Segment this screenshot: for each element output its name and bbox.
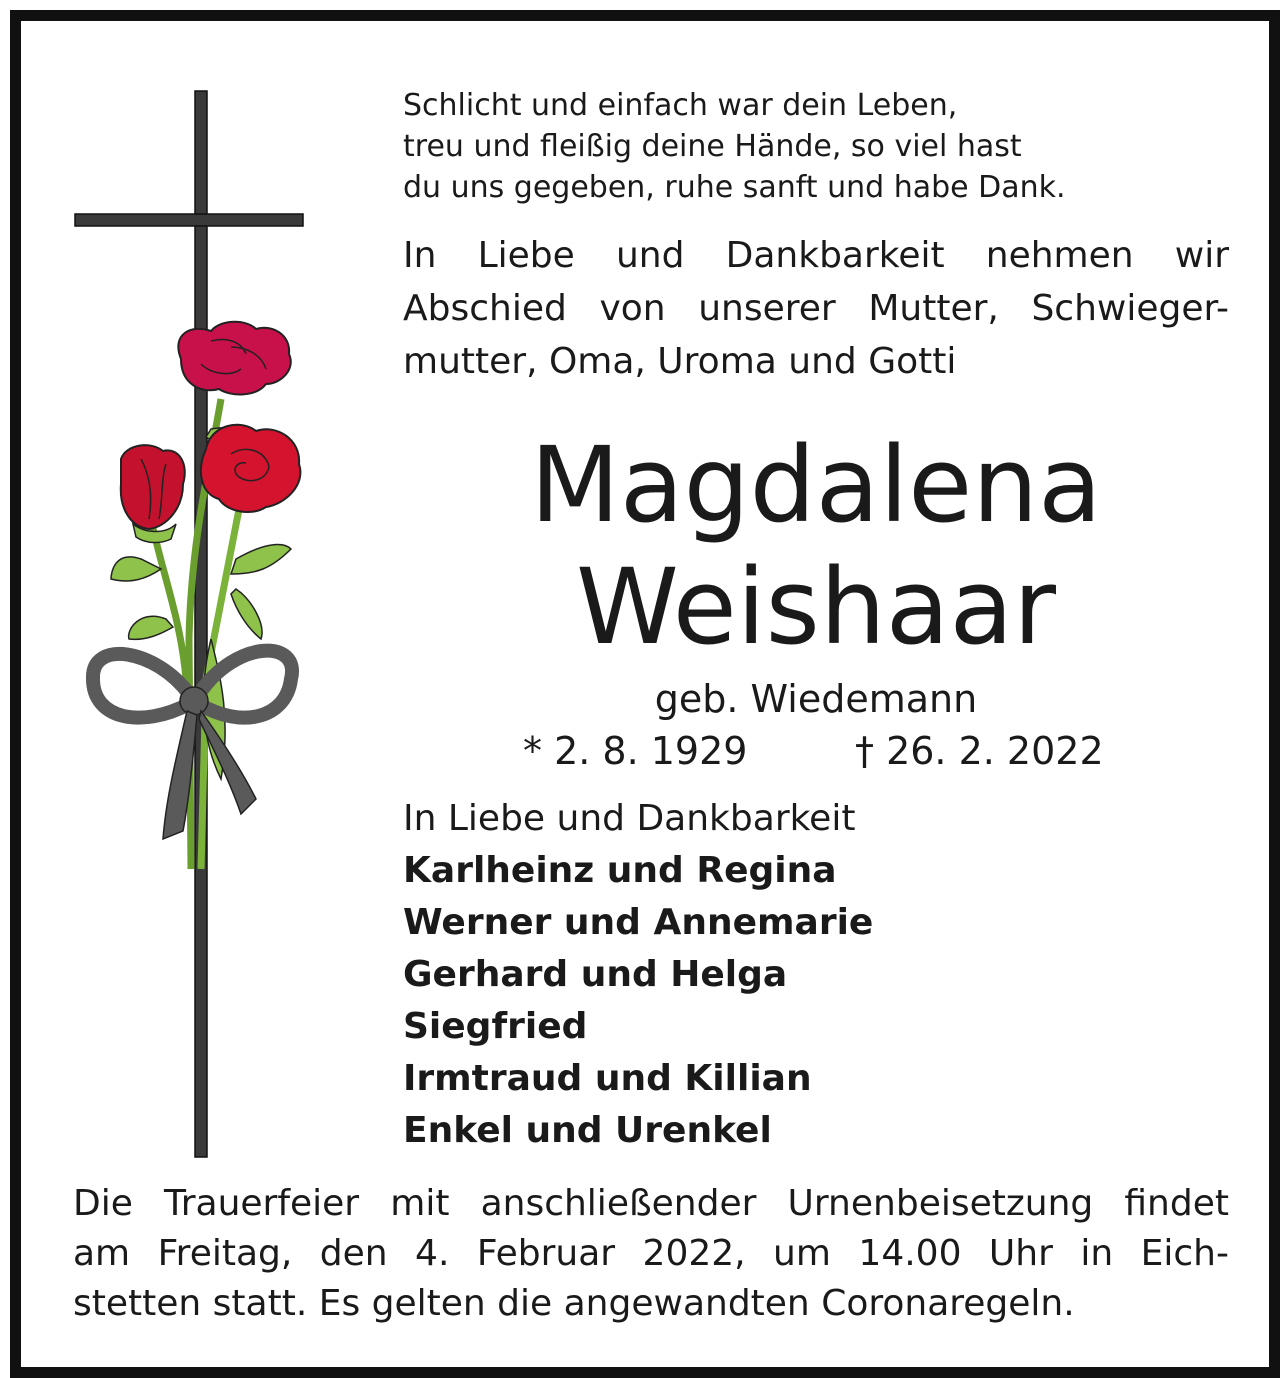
mourners-list	[403, 793, 873, 1157]
maiden-name: geb. Wiedemann	[654, 677, 978, 721]
mourner-name: Enkel und Urenkel	[403, 1110, 772, 1151]
mourners-lead: In Liebe und Dankbarkeit	[403, 798, 856, 839]
mourner-name: Karlheinz und Regina	[403, 850, 837, 891]
death-date: † 26. 2. 2022	[855, 729, 1104, 773]
cross-with-roses-icon	[71, 79, 331, 1159]
obituary-frame	[10, 10, 1280, 1378]
deceased-first-name: Magdalena	[530, 424, 1102, 546]
intro-line: Abschied von unserer Mutter, Schwieger-	[403, 288, 1229, 329]
intro-line: mutter, Oma, Uroma und Gotti	[403, 341, 957, 382]
poem-line: du uns gegeben, ruhe sanft und habe Dank.	[403, 170, 1066, 205]
poem-line: treu und fleißig deine Hände, so viel hast	[403, 129, 1022, 164]
notice-line: am Freitag, den 4. Februar 2022, um 14.00 Uhr in Eich-	[73, 1233, 1229, 1274]
intro-line: In Liebe und Dankbarkeit nehmen wir	[403, 235, 1229, 276]
notice-line: Die Trauerfeier mit anschließender Urnenbeisetzung findet	[73, 1183, 1229, 1224]
mourner-name: Siegfried	[403, 1006, 588, 1047]
memorial-poem	[403, 85, 1223, 208]
birth-date: * 2. 8. 1929	[523, 729, 748, 773]
notice-line: stetten statt. Es gelten die angewandten Coronaregeln.	[73, 1283, 1075, 1324]
poem-line: Schlicht und einfach war dein Leben,	[403, 88, 958, 123]
farewell-intro	[403, 229, 1229, 388]
deceased-last-name: Weishaar	[576, 546, 1056, 668]
mourner-name: Irmtraud und Killian	[403, 1058, 812, 1099]
mourner-name: Gerhard und Helga	[403, 954, 788, 995]
mourner-name: Werner und Annemarie	[403, 902, 874, 943]
funeral-notice	[73, 1179, 1229, 1329]
